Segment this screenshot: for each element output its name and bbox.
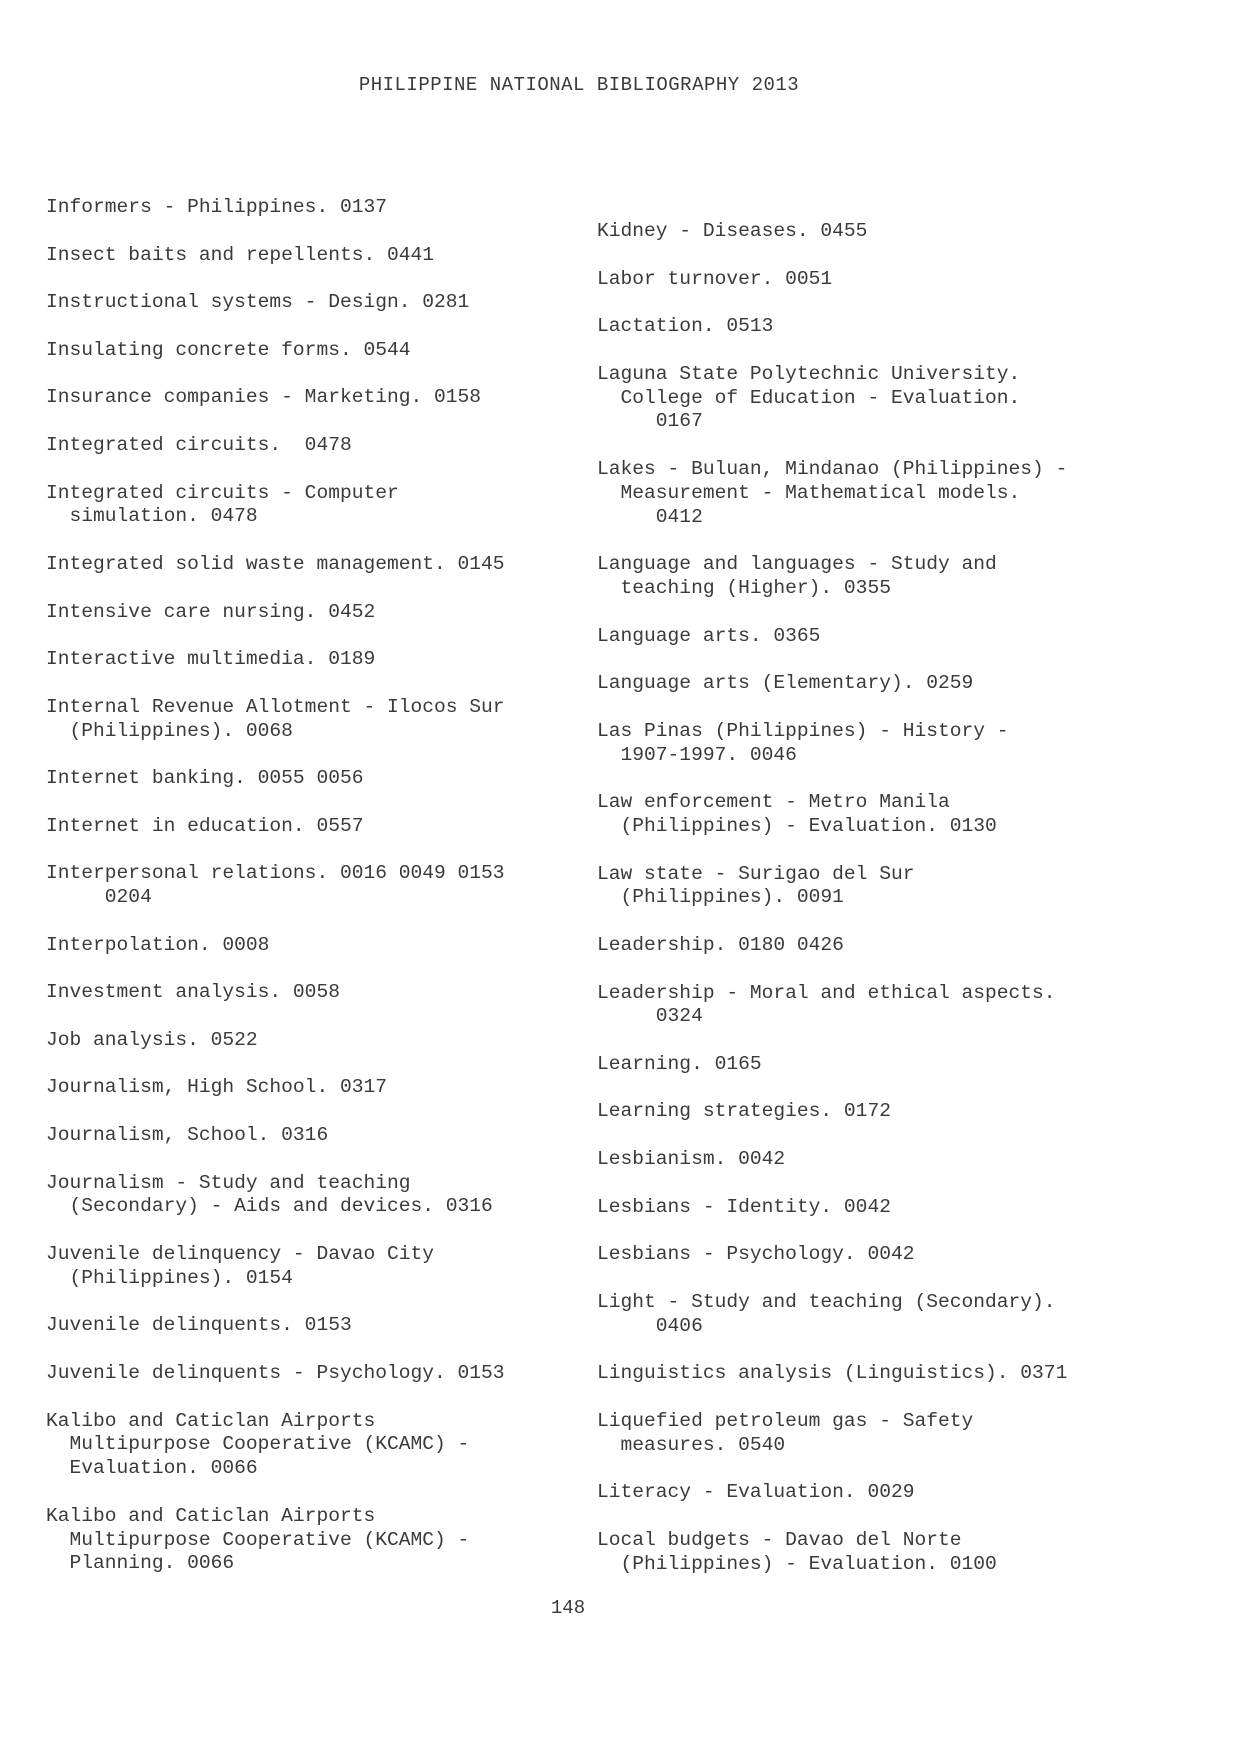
index-entry-line: Measurement - Mathematical models.	[597, 481, 1021, 504]
index-column-left	[46, 196, 606, 1576]
index-entry-line: Law enforcement - Metro Manila	[597, 791, 950, 814]
index-entry-line: 0167	[597, 410, 703, 433]
index-entry	[597, 553, 1157, 601]
index-entry	[597, 458, 1157, 529]
index-entry-line: Linguistics analysis (Linguistics). 0371	[597, 1362, 1068, 1385]
index-entry-line: Language arts (Elementary). 0259	[597, 672, 974, 695]
index-entry-line: Lakes - Buluan, Mindanao (Philippines) -	[597, 457, 1068, 480]
index-entry-line: Internal Revenue Allotment - Ilocos Sur	[46, 695, 505, 718]
index-entry	[46, 482, 606, 530]
index-entry-line: Insurance companies - Marketing. 0158	[46, 386, 482, 409]
index-entry	[46, 696, 606, 744]
index-entry-line: Journalism, High School. 0317	[46, 1076, 387, 1099]
index-entry	[597, 1529, 1157, 1577]
index-entry	[46, 1076, 606, 1100]
index-entry-line: Investment analysis. 0058	[46, 981, 340, 1004]
index-entry	[597, 982, 1157, 1030]
index-entry	[46, 1362, 606, 1386]
index-entry-line: Informers - Philippines. 0137	[46, 196, 387, 218]
index-entry-line: Laguna State Polytechnic University.	[597, 362, 1021, 385]
index-entry	[46, 1124, 606, 1148]
index-entry	[597, 1410, 1157, 1458]
index-entry-line: Lesbians - Identity. 0042	[597, 1195, 891, 1218]
index-entry-line: Local budgets - Davao del Norte	[597, 1528, 962, 1551]
index-entry	[597, 363, 1157, 434]
index-entry-line: (Philippines). 0154	[46, 1266, 293, 1289]
index-entry-line: Learning. 0165	[597, 1052, 762, 1075]
index-entry-line: Intensive care nursing. 0452	[46, 600, 376, 623]
index-entry-line: Liquefied petroleum gas - Safety	[597, 1409, 974, 1432]
index-entry-line: Juvenile delinquents. 0153	[46, 1314, 352, 1337]
index-entry-line: Internet banking. 0055 0056	[46, 767, 364, 790]
index-entry-line: Language arts. 0365	[597, 624, 821, 647]
index-entry-line: Journalism - Study and teaching	[46, 1171, 411, 1194]
index-entry	[597, 1362, 1157, 1386]
index-entry-line: measures. 0540	[597, 1433, 786, 1456]
index-entry	[597, 672, 1157, 696]
index-entry-line: teaching (Higher). 0355	[597, 576, 891, 599]
index-entry-line: Lactation. 0513	[597, 315, 774, 338]
index-entry	[597, 1053, 1157, 1077]
index-column-right	[597, 220, 1157, 1576]
index-entry	[46, 434, 606, 458]
index-entry	[46, 767, 606, 791]
index-entry-line: Interactive multimedia. 0189	[46, 648, 376, 671]
index-entry-line: Leadership. 0180 0426	[597, 933, 844, 956]
index-entry-line: Insect baits and repellents. 0441	[46, 243, 435, 266]
index-entry-line: Juvenile delinquents - Psychology. 0153	[46, 1362, 505, 1385]
index-entry	[46, 934, 606, 958]
index-entry-line: Integrated circuits - Computer	[46, 481, 399, 504]
index-entry	[46, 386, 606, 410]
index-entry-line: 1907-1997. 0046	[597, 743, 797, 766]
index-entry-line: Multipurpose Cooperative (KCAMC) -	[46, 1528, 470, 1551]
index-entry-line: Leadership - Moral and ethical aspects.	[597, 981, 1056, 1004]
index-entry-line: (Philippines). 0068	[46, 719, 293, 742]
index-entry	[597, 863, 1157, 911]
index-entry-line: simulation. 0478	[46, 505, 258, 528]
index-entry-line: Instructional systems - Design. 0281	[46, 291, 470, 314]
index-entry-line: (Philippines) - Evaluation. 0100	[597, 1552, 997, 1575]
index-entry	[46, 601, 606, 625]
index-entry	[46, 196, 606, 220]
index-entry-line: Interpolation. 0008	[46, 933, 270, 956]
index-entry	[46, 1505, 606, 1576]
index-entry	[597, 315, 1157, 339]
index-entry-line: Job analysis. 0522	[46, 1028, 258, 1051]
index-entry-line: Kalibo and Caticlan Airports	[46, 1504, 376, 1527]
index-entry-line: Journalism, School. 0316	[46, 1124, 329, 1147]
index-entry-line: (Philippines). 0091	[597, 886, 844, 909]
page-number: 148	[550, 1597, 586, 1619]
index-entry-line: Kidney - Diseases. 0455	[597, 220, 868, 242]
index-entry	[597, 1291, 1157, 1339]
index-entry-line: Light - Study and teaching (Secondary).	[597, 1290, 1056, 1313]
index-entry-line: Integrated solid waste management. 0145	[46, 552, 505, 575]
index-entry-line: Labor turnover. 0051	[597, 267, 833, 290]
index-entry-line: Las Pinas (Philippines) - History -	[597, 719, 1009, 742]
index-entry	[597, 1481, 1157, 1505]
index-entry-line: 0412	[597, 505, 703, 528]
index-entry-line: 0406	[597, 1314, 703, 1337]
index-entry	[597, 720, 1157, 768]
index-entry-line: Learning strategies. 0172	[597, 1100, 891, 1123]
index-entry-line: Language and languages - Study and	[597, 553, 997, 576]
index-entry	[597, 268, 1157, 292]
index-entry	[46, 291, 606, 315]
index-entry-line: Multipurpose Cooperative (KCAMC) -	[46, 1433, 470, 1456]
index-entry-line: Internet in education. 0557	[46, 814, 364, 837]
index-entry-line: Evaluation. 0066	[46, 1457, 258, 1480]
index-entry	[597, 625, 1157, 649]
index-entry	[46, 1243, 606, 1291]
index-entry-line: College of Education - Evaluation.	[597, 386, 1021, 409]
index-entry-line: Interpersonal relations. 0016 0049 0153	[46, 862, 505, 885]
index-entry-line: Law state - Surigao del Sur	[597, 862, 915, 885]
index-entry	[597, 1243, 1157, 1267]
index-entry	[597, 934, 1157, 958]
index-entry	[46, 244, 606, 268]
index-entry-line: Planning. 0066	[46, 1552, 235, 1575]
index-entry-line: (Secondary) - Aids and devices. 0316	[46, 1195, 493, 1218]
index-entry	[46, 1314, 606, 1338]
index-entry	[597, 791, 1157, 839]
index-entry	[597, 1100, 1157, 1124]
index-entry	[46, 1410, 606, 1481]
index-entry	[46, 1029, 606, 1053]
index-entry	[46, 1172, 606, 1220]
index-entry-line: Integrated circuits. 0478	[46, 433, 352, 456]
index-entry-line: Insulating concrete forms. 0544	[46, 338, 411, 361]
index-entry	[46, 553, 606, 577]
index-entry-line: Literacy - Evaluation. 0029	[597, 1481, 915, 1504]
index-entry	[46, 339, 606, 363]
index-entry	[46, 862, 606, 910]
index-entry-line: Lesbianism. 0042	[597, 1148, 786, 1171]
index-entry	[46, 981, 606, 1005]
index-entry	[597, 220, 1157, 244]
index-entry	[46, 815, 606, 839]
index-entry-line: 0204	[46, 886, 152, 909]
index-entry-line: 0324	[597, 1005, 703, 1028]
index-entry	[597, 1148, 1157, 1172]
index-entry-line: (Philippines) - Evaluation. 0130	[597, 814, 997, 837]
index-entry-line: Juvenile delinquency - Davao City	[46, 1243, 435, 1266]
index-entry	[46, 648, 606, 672]
page-header: PHILIPPINE NATIONAL BIBLIOGRAPHY 2013	[358, 74, 800, 96]
index-entry-line: Lesbians - Psychology. 0042	[597, 1243, 915, 1266]
index-entry	[597, 1196, 1157, 1220]
index-entry-line: Kalibo and Caticlan Airports	[46, 1409, 376, 1432]
